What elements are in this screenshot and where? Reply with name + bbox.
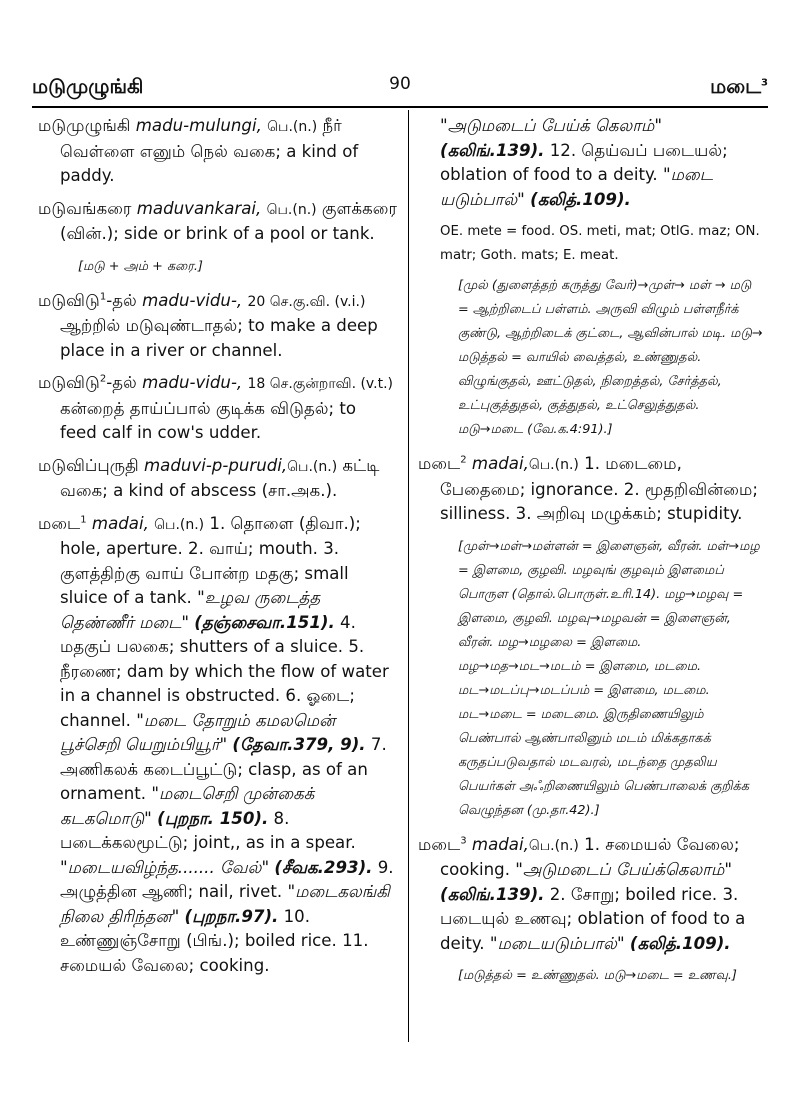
transliteration: madu-mulungi, [135, 116, 262, 135]
column-divider [408, 110, 409, 1042]
citation: (கலித்.109). [530, 189, 631, 209]
quotation: "மடை யடும்பால்" [440, 165, 713, 209]
definition: நீர் வெள்ளை எனும் நெல் வகை; a kind of paddy. [60, 116, 359, 185]
quotation: "அடுமடைப் பேய்க் கெலாம்" [440, 116, 662, 135]
transliteration: maduvi-p-purudi, [144, 455, 288, 475]
entry-madai-1 [38, 512, 398, 979]
headword: மடுவங்கரை [38, 198, 132, 218]
transliteration: madai, [471, 454, 529, 473]
quotation: "மடைசெறி முன்கைக் கடகமொடு" [60, 784, 315, 828]
grammar: 20 செ.கு.வி. (v.i.) [247, 293, 366, 310]
citation: (புறநா.97). [184, 906, 279, 926]
citation: (கலிங்.139). [440, 140, 545, 160]
sense: 9. அழுத்தின ஆணி; nail, rivet. [60, 857, 394, 901]
definition: கட்டி வகை; a kind of abscess (சா.அக.). [60, 455, 380, 500]
headword: மடுவிடு$^1$-தல் [38, 290, 137, 310]
citation: (தேவா.379, 9). [232, 735, 366, 754]
entry-madai-3 [418, 833, 764, 957]
citation: (புறநா. 150). [157, 808, 269, 828]
sense: 7. அணிகலக் கடைப்பூட்டு; clasp, as of an ornament. [60, 735, 387, 803]
entry-madumulungi [38, 114, 398, 189]
etymology-note: [மடுத்தல் = உண்ணுதல். மடு→மடை = உணவு.] [458, 968, 737, 983]
right-guide-word: மடை$^3$ [710, 74, 768, 98]
right-column [418, 114, 764, 998]
citation: (சீவக.293). [274, 857, 373, 877]
entry-madai-2 [418, 452, 764, 527]
quotation: "மடைகலங்கி நிலை திரிந்தன" [60, 882, 390, 926]
definition: குளக்கரை (வின்.); side or brink of a pool or tank. [60, 198, 398, 243]
citation: (கலித்.109). [629, 933, 731, 953]
definition: 1. மடைமை, பேதைமை; ignorance. 2. மூதறிவின்மை; silliness. 3. அறிவு மழுக்கம்; stupidity. [440, 454, 758, 523]
sense: 6. ஓடை; channel. [60, 686, 355, 730]
definition: கன்றைத் தாய்ப்பால் குடிக்க விடுதல்; to feed calf in cow's udder. [60, 398, 357, 442]
sense: 1. சமையல் வேலை; cooking. [440, 834, 740, 879]
sense: 10. உண்ணுஞ்சோறு (பிங்.); boiled rice. [60, 906, 337, 950]
grammar: பெ.(n.) [266, 201, 317, 218]
sense: 11. சமையல் வேலை; cooking. [60, 931, 369, 975]
entry-maduvippurudi [38, 454, 398, 504]
sense: 4. மதகுப் பலகை; shutters of a sluice. [60, 612, 356, 656]
grammar: பெ.(n.) [528, 837, 579, 854]
grammar: பெ.(n.) [287, 458, 338, 475]
headword: மடுவிடு$^2$-தல் [38, 373, 137, 392]
grammar: பெ.(n.) [267, 119, 318, 135]
quotation: "உழவ ருடைத்த தெண்ணீர் மடை" [60, 588, 321, 632]
sense: 5. நீரணை; dam by which the flow of water in a channel is obstructed. [60, 637, 389, 705]
grammar: பெ.(n.) [154, 516, 205, 533]
etymology-note: [மடு + அம் + கரை.] [78, 258, 203, 274]
left-guide-word: மடுமுழுங்கி [32, 74, 144, 98]
page-number: 90 [389, 74, 411, 94]
headword: மடை$^2$ [418, 454, 467, 473]
entry-maduvidu-1 [38, 289, 398, 364]
transliteration: madu-vidu-, [142, 373, 243, 392]
transliteration: madai, [471, 834, 529, 854]
sense: 2. சோறு; boiled rice. [549, 884, 718, 904]
quotation: "அடுமடைப் பேய்க்கெலாம்" [515, 860, 732, 879]
headword: மடுமுழுங்கி [38, 116, 131, 135]
sense: 1. தொளை (திவா.); hole, aperture. [60, 513, 361, 558]
cognates-note: OE. mete = food. OS. meti, mat; OtlG. maz; ON. matr; Goth. mats; E. meat. [440, 224, 760, 263]
headword: மடை$^3$ [418, 834, 467, 854]
citation: (கலிங்.139). [440, 884, 545, 904]
sense: 3. குளத்திற்கு வாய் போன்ற மதகு; small sluice of a tank. [60, 539, 349, 607]
quotation: "மடையடும்பால்" [489, 933, 625, 953]
transliteration: madu-vidu-, [142, 290, 243, 310]
grammar: பெ.(n.) [528, 457, 579, 473]
grammar: 18 செ.குன்றாவி. (v.t.) [247, 376, 393, 392]
citation: (தஞ்சைவா.151). [194, 612, 335, 632]
entry-maduvidu-2 [38, 371, 398, 446]
sense: 8. படைக்கலமூட்டு; joint,, as in a spear. [60, 808, 356, 852]
headword: மடுவிப்புருதி [38, 455, 139, 475]
sense: 2. வாய்; mouth. [188, 539, 318, 558]
entry-maduvankarai [38, 197, 398, 247]
entry-madai-1-continued [418, 114, 764, 212]
sense: 12. தெய்வப் படையல்; oblation of food to a deity. [440, 140, 728, 184]
transliteration: maduvankarai, [136, 198, 262, 218]
quotation: "மடையவிழ்ந்த....... வேல்" [60, 857, 270, 877]
left-column [38, 114, 398, 986]
page-header [32, 74, 768, 102]
sense: 3. படையுல் உணவு; oblation of food to a deity. [440, 884, 746, 953]
etymology-note: [முள்→மள்→மள்ளன் = இளைஞன், வீரன். மள்→மழ = இளமை, குழவி. மழவுங் குழவும் இளமைப் பொருள (தொல்.பொருள்.உரி.14). மழ→மழவு = இளமை, குழவி. மழவு→மழவன் = இளைஞன், வீரன். மழ→மழலை = இளமை. மழ→மத→மட→மடம் = இளமை, மடமை. மட→மடப்பு→மடப்பம் = இளமை, மடமை. மட→மடை = மடைமை. இருதிணையிலும் பெண்பால் ஆண்பாலினும் மடம் மிக்கதாகக் கருதப்படுவதால் மடவரல், மடந்தை முதலிய பெயர்கள் அஃறிணையிலும் பெண்பாலைக் குறிக்க வெழுந்தன (மு.தா.42).] [458, 538, 760, 818]
definition: ஆற்றில் மடுவுண்டாதல்; to make a deep place in a river or channel. [60, 316, 378, 360]
header-rule [32, 106, 768, 108]
headword: மடை$^1$ [38, 513, 87, 533]
transliteration: madai, [91, 513, 149, 533]
quotation: "மடை தோறும் கமலமென் பூச்செறி யெறும்பியூர்" [60, 710, 336, 754]
etymology-note: [முல் (துளைத்தற் கருத்து வேர்)→முள்→ மள் → மடு = ஆற்றிடைப் பள்ளம். அருவி விழும் பள்ளநீர்க் குண்டு, ஆற்றிடைக் குட்டை, ஆவின்பால் மடி. மடு→ மடுத்தல் = வாயில் வைத்தல், உண்ணுதல். விழுங்குதல், ஊட்டுதல், நிறைத்தல், சேர்த்தல், உட்புகுத்துதல், குத்துதல், உட்செலுத்துதல். மடு→மடை (வே.க.4:91).] [458, 278, 763, 437]
